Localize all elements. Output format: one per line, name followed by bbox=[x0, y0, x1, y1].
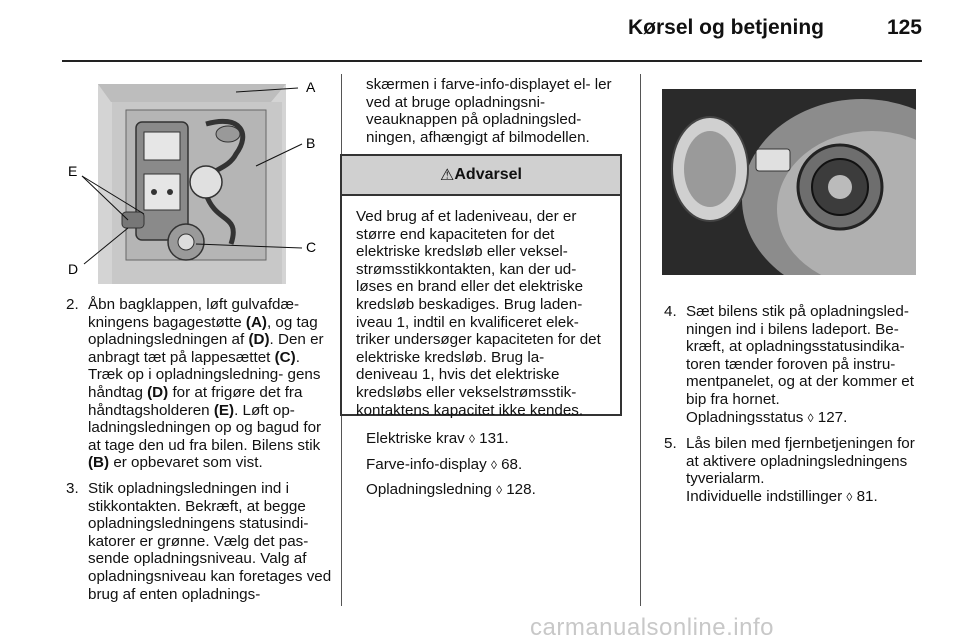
warning-header bbox=[342, 156, 620, 196]
warning-title: Advarsel bbox=[454, 166, 522, 183]
page-ref-icon: ◊ bbox=[468, 432, 475, 446]
page-ref-icon: ◊ bbox=[846, 489, 853, 504]
column-2 bbox=[366, 76, 624, 154]
column-divider-right bbox=[640, 74, 641, 606]
ref-charging-status bbox=[686, 409, 926, 428]
warning-box bbox=[340, 154, 622, 419]
charge-port-photo bbox=[662, 89, 916, 275]
ref-label: Opladningsstatus bbox=[686, 408, 804, 426]
figure-label-e: E bbox=[68, 163, 78, 179]
ref-page: 68. bbox=[501, 455, 523, 473]
column-3 bbox=[664, 303, 926, 515]
ref-label: Opladningsledning bbox=[366, 481, 492, 499]
figure-label-b: B bbox=[306, 135, 316, 151]
page-ref-icon: ◊ bbox=[496, 483, 502, 498]
tire-repair-kit bbox=[168, 224, 204, 260]
step-5-number: 5. bbox=[664, 435, 677, 453]
step-3-text: Stik opladningsledningen ind i stikkontakten. Bekræft, at begge opladningsledningens statusindi- katorer er grønne. Vælg det pas- sende opladningsniveau. Valg af opladningsniveau kan foretages ved brug af enten opladnings- bbox=[88, 479, 332, 603]
step-3-continuation: skærmen i farve-info-displayet el- ler ved at bruge opladningsni- veauknappen på opladningsled- ningen, afhængigt af bilmodellen. bbox=[366, 76, 612, 146]
ref-color-info-display bbox=[366, 456, 624, 475]
page-header-title: Kørsel og betjening bbox=[627, 16, 824, 39]
ref-label: Individuelle indstillinger bbox=[686, 487, 843, 505]
step-4-text: Sæt bilens stik på opladningsled- ningen ind i bilens ladeport. Be- kræft, at opladningsstatusindika- toren tænder foroven på instru- mentpanelet, og at der kommer et bip fra hornet. bbox=[686, 303, 914, 408]
warning-icon: ⚠ bbox=[440, 167, 455, 184]
ref-electrical-requirements bbox=[366, 430, 624, 449]
figure-label-c: C bbox=[306, 239, 317, 255]
ref-individual-settings bbox=[686, 488, 926, 507]
step-5-text: Lås bilen med fjernbetjeningen for at aktivere opladningsledningens tyverialarm. bbox=[686, 435, 915, 488]
page-number: 125 bbox=[886, 16, 922, 39]
figure-label-d: D bbox=[68, 261, 79, 277]
ref-page: 127. bbox=[817, 408, 848, 426]
charge-port-label bbox=[756, 149, 790, 171]
step-5 bbox=[664, 435, 926, 506]
step-3 bbox=[66, 480, 334, 603]
trunk-charge-cord-illustration bbox=[66, 74, 328, 284]
header-rule bbox=[62, 60, 922, 62]
column-2-refs bbox=[366, 430, 624, 507]
cord-handle bbox=[122, 212, 144, 228]
ref-label: Elektriske krav bbox=[366, 430, 465, 447]
ref-charge-cord bbox=[366, 481, 624, 500]
step-4-number: 4. bbox=[664, 303, 677, 320]
ref-page: 81. bbox=[856, 487, 878, 505]
page-ref-icon: ◊ bbox=[807, 410, 814, 425]
page-ref-icon: ◊ bbox=[490, 457, 497, 472]
ref-page: 128. bbox=[506, 481, 536, 499]
step-2-text: Åbn bagklappen, løft gulvafdæ- kningens bagagestøtte (A), og tag opladningsledningen af (D). Den er anbragt tæt på lappesættet (C). Træk op i opladningsledning- gens håndtag (D) for at frigøre det fra håndtagsholderen (E). Løft op- ladningsledningen op og bagud for at tage den ud fra bilen. Bilens stik (B) er opbevaret som vist. bbox=[88, 296, 324, 472]
warning-text: Ved brug af et ladeniveau, der er større end kapaciteten for det elektriske kredsløb eller veksel- strømsstikkontakten, kan der ud- løses en brand eller det elektriske kredsløb beskadiges. Brug laden- iveau 1, indtil en kvalificeret elek- triker undersøger kapaciteten for det elektriske kredsløb. Brug la- deniveau 1, hvis det elektriske kredsløbs eller vekselstrømsstik- kontaktens kapacitet ikke kendes. bbox=[356, 208, 601, 419]
watermark: carmanualsonline.info bbox=[530, 614, 774, 641]
figure-label-a: A bbox=[306, 79, 316, 95]
column-1 bbox=[66, 296, 334, 611]
ref-page: 131. bbox=[479, 430, 509, 447]
step-4 bbox=[664, 303, 926, 427]
step-2 bbox=[66, 296, 334, 472]
ref-label: Farve-info-display bbox=[366, 455, 487, 473]
step-3-number: 3. bbox=[66, 479, 79, 497]
step-2-number: 2. bbox=[66, 296, 79, 313]
